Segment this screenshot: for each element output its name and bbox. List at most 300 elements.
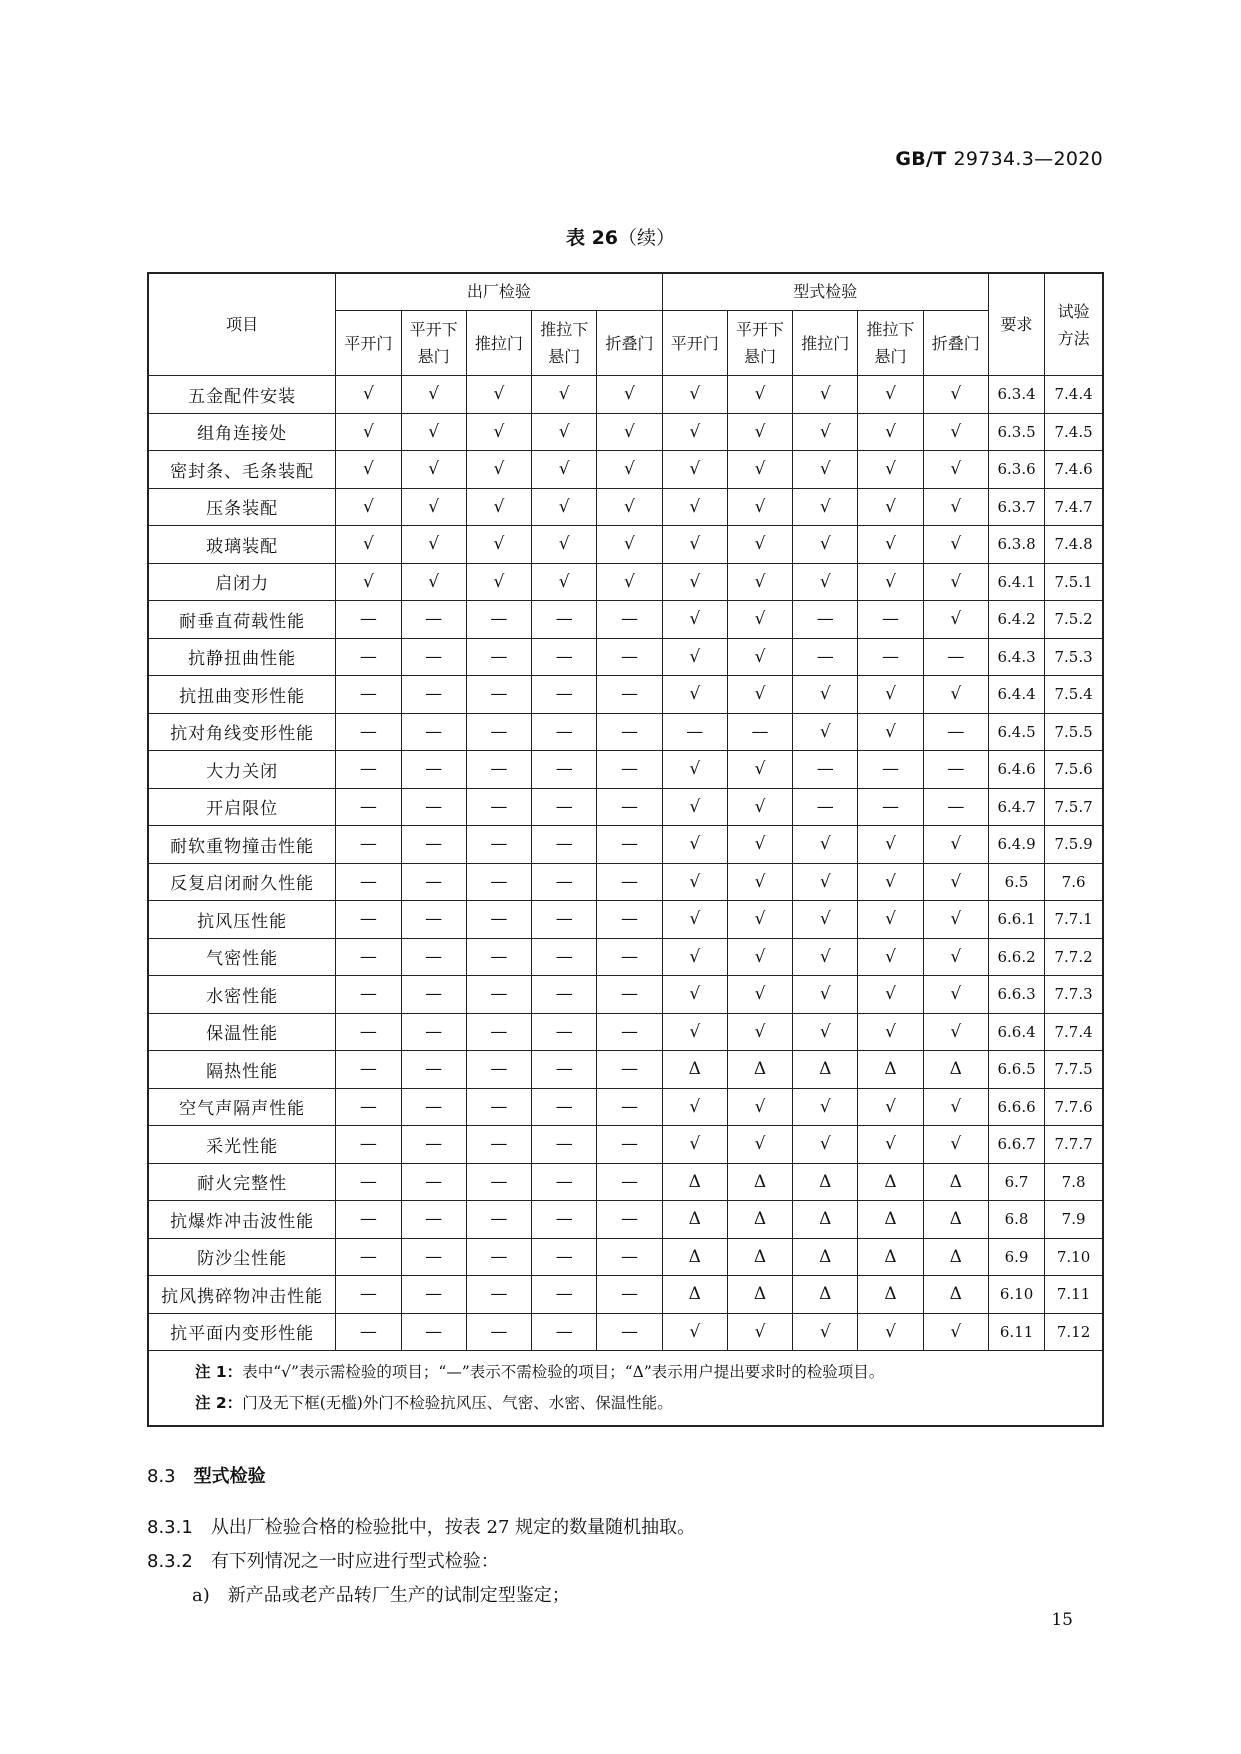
inspection-mark: √ [662, 563, 727, 601]
inspection-mark: √ [662, 413, 727, 451]
row-item-name: 启闭力 [148, 563, 336, 601]
inspection-mark: √ [727, 751, 792, 789]
paragraph-8-3-1 [147, 1513, 695, 1539]
table-row [148, 676, 1103, 714]
inspection-mark: √ [727, 676, 792, 714]
inspection-mark: √ [858, 526, 923, 564]
inspection-mark: √ [858, 376, 923, 414]
subcol-header [336, 311, 401, 376]
table-row [148, 901, 1103, 939]
inspection-mark: — [466, 826, 531, 864]
inspection-mark: √ [923, 376, 988, 414]
table-row [148, 1013, 1103, 1051]
inspection-mark: Δ [727, 1201, 792, 1239]
inspection-mark: √ [597, 451, 662, 489]
inspection-mark: √ [793, 413, 858, 451]
inspection-mark: — [466, 1201, 531, 1239]
table-caption-label: 表 26 [565, 227, 619, 249]
table-caption-continued: （续） [618, 227, 676, 249]
table-row [148, 1163, 1103, 1201]
row-item-name: 采光性能 [148, 1126, 336, 1164]
inspection-mark: √ [662, 638, 727, 676]
test-method-clause: 7.5.1 [1045, 563, 1103, 601]
inspection-mark: √ [858, 676, 923, 714]
inspection-mark: — [401, 901, 466, 939]
test-method-clause: 7.8 [1045, 1163, 1103, 1201]
paragraph-text: 有下列情况之一时应进行型式检验： [210, 1551, 499, 1572]
requirement-clause: 6.11 [988, 1313, 1044, 1351]
table-row [148, 826, 1103, 864]
row-item-name: 耐垂直荷载性能 [148, 601, 336, 639]
inspection-mark: — [401, 1238, 466, 1276]
inspection-mark: — [401, 1126, 466, 1164]
requirement-clause: 6.4.1 [988, 563, 1044, 601]
subcol-header-line1: 平开门 [670, 333, 719, 353]
inspection-mark: √ [662, 938, 727, 976]
inspection-mark: √ [793, 826, 858, 864]
inspection-mark: — [336, 901, 401, 939]
test-method-clause: 7.10 [1045, 1238, 1103, 1276]
inspection-mark: — [336, 863, 401, 901]
inspection-mark: — [401, 788, 466, 826]
inspection-mark: — [466, 976, 531, 1014]
table-notes-row [148, 1351, 1103, 1427]
requirement-clause: 6.6.3 [988, 976, 1044, 1014]
inspection-mark: Δ [858, 1276, 923, 1314]
inspection-mark: — [597, 976, 662, 1014]
inspection-mark: — [401, 751, 466, 789]
inspection-mark: — [597, 901, 662, 939]
row-item-name: 耐火完整性 [148, 1163, 336, 1201]
subcol-header-line2: 悬门 [417, 347, 450, 366]
inspection-mark: — [336, 1126, 401, 1164]
inspection-mark: — [401, 713, 466, 751]
inspection-mark: √ [662, 1313, 727, 1351]
table-row [148, 938, 1103, 976]
table-row [148, 638, 1103, 676]
inspection-mark: √ [532, 376, 597, 414]
table-row [148, 1051, 1103, 1089]
row-item-name: 抗风携碎物冲击性能 [148, 1276, 336, 1314]
inspection-mark: — [597, 1051, 662, 1089]
inspection-mark: √ [662, 1013, 727, 1051]
inspection-mark: — [532, 826, 597, 864]
inspection-mark: √ [858, 863, 923, 901]
inspection-mark: — [532, 601, 597, 639]
table-row [148, 863, 1103, 901]
inspection-mark: — [597, 676, 662, 714]
inspection-mark: Δ [727, 1238, 792, 1276]
inspection-mark: — [597, 1238, 662, 1276]
inspection-mark: — [532, 713, 597, 751]
inspection-mark: √ [923, 413, 988, 451]
inspection-mark: √ [923, 451, 988, 489]
standard-number: 29734.3—2020 [953, 148, 1103, 170]
inspection-mark: √ [597, 488, 662, 526]
row-item-name: 抗平面内变形性能 [148, 1313, 336, 1351]
inspection-mark: — [336, 976, 401, 1014]
note-1-label: 注 1： [195, 1363, 243, 1381]
inspection-mark: √ [727, 563, 792, 601]
inspection-mark: — [336, 788, 401, 826]
inspection-mark: — [597, 1201, 662, 1239]
row-item-name: 抗静扭曲性能 [148, 638, 336, 676]
test-method-clause: 7.5.5 [1045, 713, 1103, 751]
inspection-mark: Δ [727, 1051, 792, 1089]
inspection-mark: — [401, 976, 466, 1014]
inspection-mark: — [336, 713, 401, 751]
table-row [148, 413, 1103, 451]
test-method-clause: 7.12 [1045, 1313, 1103, 1351]
inspection-mark: √ [923, 488, 988, 526]
inspection-mark: √ [727, 938, 792, 976]
inspection-mark: √ [336, 488, 401, 526]
test-method-clause: 7.4.8 [1045, 526, 1103, 564]
inspection-mark: Δ [793, 1238, 858, 1276]
inspection-mark: — [336, 1201, 401, 1239]
inspection-mark: — [858, 601, 923, 639]
inspection-mark: √ [858, 976, 923, 1014]
row-item-name: 玻璃装配 [148, 526, 336, 564]
inspection-mark: — [401, 601, 466, 639]
inspection-mark: Δ [727, 1276, 792, 1314]
row-item-name: 抗扭曲变形性能 [148, 676, 336, 714]
requirement-clause: 6.6.2 [988, 938, 1044, 976]
inspection-mark: √ [662, 526, 727, 564]
inspection-mark: — [597, 638, 662, 676]
inspection-mark: — [532, 1238, 597, 1276]
inspection-mark: √ [336, 376, 401, 414]
inspection-mark: — [336, 638, 401, 676]
inspection-mark: √ [597, 563, 662, 601]
requirement-clause: 6.4.7 [988, 788, 1044, 826]
inspection-mark: Δ [858, 1163, 923, 1201]
inspection-mark: √ [727, 638, 792, 676]
paragraph-8-3-2 [147, 1547, 499, 1573]
inspection-mark: √ [466, 376, 531, 414]
inspection-mark: √ [662, 451, 727, 489]
inspection-mark: Δ [727, 1163, 792, 1201]
inspection-mark: √ [336, 526, 401, 564]
subcol-header-line1: 推拉下 [540, 320, 589, 339]
row-item-name: 水密性能 [148, 976, 336, 1014]
requirement-clause: 6.3.8 [988, 526, 1044, 564]
inspection-mark: √ [923, 676, 988, 714]
inspection-mark: √ [662, 826, 727, 864]
standard-prefix: GB/T [895, 148, 947, 170]
table-row [148, 526, 1103, 564]
inspection-mark: √ [597, 376, 662, 414]
table-row [148, 601, 1103, 639]
inspection-mark: — [858, 788, 923, 826]
inspection-mark: — [336, 751, 401, 789]
inspection-mark: Δ [662, 1276, 727, 1314]
table-row [148, 563, 1103, 601]
row-item-name: 气密性能 [148, 938, 336, 976]
col-header-method [1045, 273, 1103, 376]
col-header-requirement: 要求 [988, 273, 1044, 376]
inspection-mark: — [532, 638, 597, 676]
inspection-mark: √ [858, 563, 923, 601]
test-method-clause: 7.11 [1045, 1276, 1103, 1314]
table-row [148, 1126, 1103, 1164]
test-method-clause: 7.5.3 [1045, 638, 1103, 676]
inspection-mark: √ [401, 488, 466, 526]
subcol-header-line2: 悬门 [874, 347, 907, 366]
inspection-mark: — [466, 751, 531, 789]
row-item-name: 耐软重物撞击性能 [148, 826, 336, 864]
inspection-mark: √ [923, 826, 988, 864]
inspection-mark: √ [662, 788, 727, 826]
inspection-mark: √ [401, 563, 466, 601]
subcol-header [858, 311, 923, 376]
inspection-mark: √ [793, 488, 858, 526]
test-method-clause: 7.4.6 [1045, 451, 1103, 489]
inspection-mark: √ [532, 488, 597, 526]
test-method-clause: 7.7.7 [1045, 1126, 1103, 1164]
inspection-mark: — [336, 1013, 401, 1051]
inspection-mark: √ [923, 863, 988, 901]
inspection-mark: √ [793, 1088, 858, 1126]
note-1 [195, 1357, 1102, 1388]
subcol-header [466, 311, 531, 376]
inspection-mark: √ [336, 413, 401, 451]
inspection-mark: Δ [662, 1051, 727, 1089]
inspection-mark: √ [858, 826, 923, 864]
test-method-clause: 7.7.1 [1045, 901, 1103, 939]
inspection-mark: √ [793, 938, 858, 976]
subcol-header-line1: 推拉下 [866, 320, 915, 339]
table-row [148, 713, 1103, 751]
inspection-mark: √ [858, 488, 923, 526]
row-item-name: 大力关闭 [148, 751, 336, 789]
subcol-header [532, 311, 597, 376]
inspection-mark: √ [923, 901, 988, 939]
subcol-header-line1: 推拉门 [801, 333, 850, 353]
inspection-mark: √ [401, 526, 466, 564]
inspection-mark: — [466, 1313, 531, 1351]
requirement-clause: 6.9 [988, 1238, 1044, 1276]
inspection-mark: √ [858, 1088, 923, 1126]
inspection-mark: — [532, 751, 597, 789]
inspection-mark: √ [727, 601, 792, 639]
inspection-mark: — [336, 1313, 401, 1351]
inspection-mark: — [466, 1276, 531, 1314]
inspection-mark: — [532, 976, 597, 1014]
test-method-clause: 7.4.5 [1045, 413, 1103, 451]
row-item-name: 密封条、毛条装配 [148, 451, 336, 489]
table-row [148, 1088, 1103, 1126]
table-row [148, 1276, 1103, 1314]
inspection-mark: — [597, 1088, 662, 1126]
inspection-mark: √ [858, 1126, 923, 1164]
inspection-mark: √ [532, 413, 597, 451]
inspection-mark: √ [336, 563, 401, 601]
subcol-header-line2: 悬门 [548, 347, 581, 366]
inspection-mark: √ [727, 413, 792, 451]
inspection-mark: — [532, 1051, 597, 1089]
row-item-name: 五金配件安装 [148, 376, 336, 414]
list-item-text: 新产品或老产品转厂生产的试制定型鉴定； [227, 1585, 570, 1606]
requirement-clause: 6.5 [988, 863, 1044, 901]
inspection-mark: Δ [923, 1163, 988, 1201]
subcol-header-line1: 平开下 [736, 320, 785, 339]
inspection-mark: Δ [662, 1201, 727, 1239]
inspection-mark: — [401, 938, 466, 976]
inspection-mark: √ [858, 413, 923, 451]
inspection-mark: — [336, 938, 401, 976]
inspection-mark: √ [401, 451, 466, 489]
inspection-mark: — [466, 713, 531, 751]
inspection-mark: — [466, 1163, 531, 1201]
group-header-type: 型式检验 [662, 273, 988, 311]
inspection-mark: — [466, 601, 531, 639]
inspection-mark: — [597, 1163, 662, 1201]
inspection-mark: — [597, 1126, 662, 1164]
requirement-clause: 6.4.6 [988, 751, 1044, 789]
subcol-header [401, 311, 466, 376]
inspection-mark: — [466, 938, 531, 976]
inspection-mark: √ [793, 563, 858, 601]
table-row [148, 751, 1103, 789]
row-item-name: 空气声隔声性能 [148, 1088, 336, 1126]
inspection-mark: — [401, 638, 466, 676]
section-heading [147, 1462, 266, 1488]
test-method-clause: 7.5.9 [1045, 826, 1103, 864]
subcol-header-line2: 悬门 [744, 347, 777, 366]
inspection-mark: √ [597, 526, 662, 564]
test-method-clause: 7.4.7 [1045, 488, 1103, 526]
inspection-mark: — [597, 1276, 662, 1314]
inspection-mark: — [466, 788, 531, 826]
subcol-header-line1: 折叠门 [605, 333, 654, 353]
table-row [148, 1238, 1103, 1276]
inspection-mark: √ [401, 413, 466, 451]
inspection-mark: — [597, 713, 662, 751]
inspection-mark: √ [466, 526, 531, 564]
inspection-mark: √ [727, 526, 792, 564]
inspection-mark: √ [727, 451, 792, 489]
inspection-mark: — [662, 713, 727, 751]
inspection-mark: √ [662, 601, 727, 639]
inspection-mark: √ [793, 676, 858, 714]
inspection-mark: — [336, 1051, 401, 1089]
inspection-mark: √ [662, 1126, 727, 1164]
inspection-mark: — [466, 1051, 531, 1089]
inspection-mark: √ [727, 1088, 792, 1126]
requirement-clause: 6.8 [988, 1201, 1044, 1239]
inspection-mark: √ [793, 863, 858, 901]
inspection-mark: √ [662, 1088, 727, 1126]
inspection-mark: — [401, 863, 466, 901]
table-body [148, 376, 1103, 1427]
requirement-clause: 6.3.7 [988, 488, 1044, 526]
inspection-mark: — [532, 1013, 597, 1051]
inspection-mark: — [336, 1238, 401, 1276]
inspection-mark: — [597, 601, 662, 639]
inspection-mark: — [532, 938, 597, 976]
paragraph-text: 从出厂检验合格的检验批中，按表 27 规定的数量随机抽取。 [210, 1517, 696, 1538]
requirement-clause: 6.3.5 [988, 413, 1044, 451]
inspection-mark: √ [793, 376, 858, 414]
inspection-mark: √ [401, 376, 466, 414]
inspection-mark: √ [597, 413, 662, 451]
inspection-mark: — [793, 601, 858, 639]
inspection-mark: — [858, 751, 923, 789]
standard-code [895, 148, 1103, 170]
requirement-clause: 6.4.9 [988, 826, 1044, 864]
inspection-mark: — [532, 1276, 597, 1314]
inspection-mark: — [532, 1088, 597, 1126]
inspection-mark: — [401, 826, 466, 864]
inspection-mark: Δ [858, 1051, 923, 1089]
inspection-mark: — [532, 1201, 597, 1239]
inspection-mark: — [793, 751, 858, 789]
test-method-clause: 7.5.2 [1045, 601, 1103, 639]
inspection-mark: √ [727, 1126, 792, 1164]
inspection-mark: Δ [793, 1163, 858, 1201]
inspection-mark: Δ [858, 1201, 923, 1239]
inspection-mark: √ [793, 901, 858, 939]
table-row [148, 1201, 1103, 1239]
row-item-name: 开启限位 [148, 788, 336, 826]
table-row [148, 376, 1103, 414]
inspection-mark: √ [858, 713, 923, 751]
inspection-mark: — [532, 1126, 597, 1164]
inspection-mark: √ [532, 526, 597, 564]
inspection-mark: √ [336, 451, 401, 489]
inspection-mark: √ [727, 488, 792, 526]
inspection-mark: — [401, 1163, 466, 1201]
inspection-mark: √ [532, 563, 597, 601]
inspection-mark: √ [923, 526, 988, 564]
list-item-a [192, 1581, 570, 1607]
subcol-header [597, 311, 662, 376]
inspection-mark: √ [923, 1126, 988, 1164]
inspection-mark: √ [727, 1013, 792, 1051]
page-number: 15 [1051, 1610, 1073, 1630]
inspection-mark: √ [793, 526, 858, 564]
inspection-mark: √ [466, 563, 531, 601]
inspection-mark: √ [466, 413, 531, 451]
inspection-mark: — [401, 676, 466, 714]
requirement-clause: 6.6.6 [988, 1088, 1044, 1126]
table-row [148, 488, 1103, 526]
inspection-mark: — [793, 788, 858, 826]
row-item-name: 防沙尘性能 [148, 1238, 336, 1276]
inspection-mark: √ [858, 451, 923, 489]
inspection-mark: √ [793, 1126, 858, 1164]
note-1-text: 表中“√”表示需检验的项目；“—”表示不需检验的项目；“Δ”表示用户提出要求时的检验项目。 [242, 1363, 885, 1381]
inspection-mark: — [532, 863, 597, 901]
inspection-mark: √ [662, 751, 727, 789]
requirement-clause: 6.6.7 [988, 1126, 1044, 1164]
paragraph-number: 8.3.2 [147, 1551, 193, 1572]
inspection-mark: √ [923, 1313, 988, 1351]
inspection-mark: √ [662, 976, 727, 1014]
inspection-mark: — [532, 676, 597, 714]
inspection-mark: Δ [662, 1238, 727, 1276]
table-row [148, 1313, 1103, 1351]
requirement-clause: 6.4.2 [988, 601, 1044, 639]
subcol-header-line1: 平开门 [344, 333, 393, 353]
inspection-mark: — [466, 1238, 531, 1276]
requirement-clause: 6.3.6 [988, 451, 1044, 489]
inspection-mark: — [336, 1276, 401, 1314]
inspection-mark: √ [466, 488, 531, 526]
row-item-name: 抗爆炸冲击波性能 [148, 1201, 336, 1239]
inspection-mark: √ [662, 488, 727, 526]
